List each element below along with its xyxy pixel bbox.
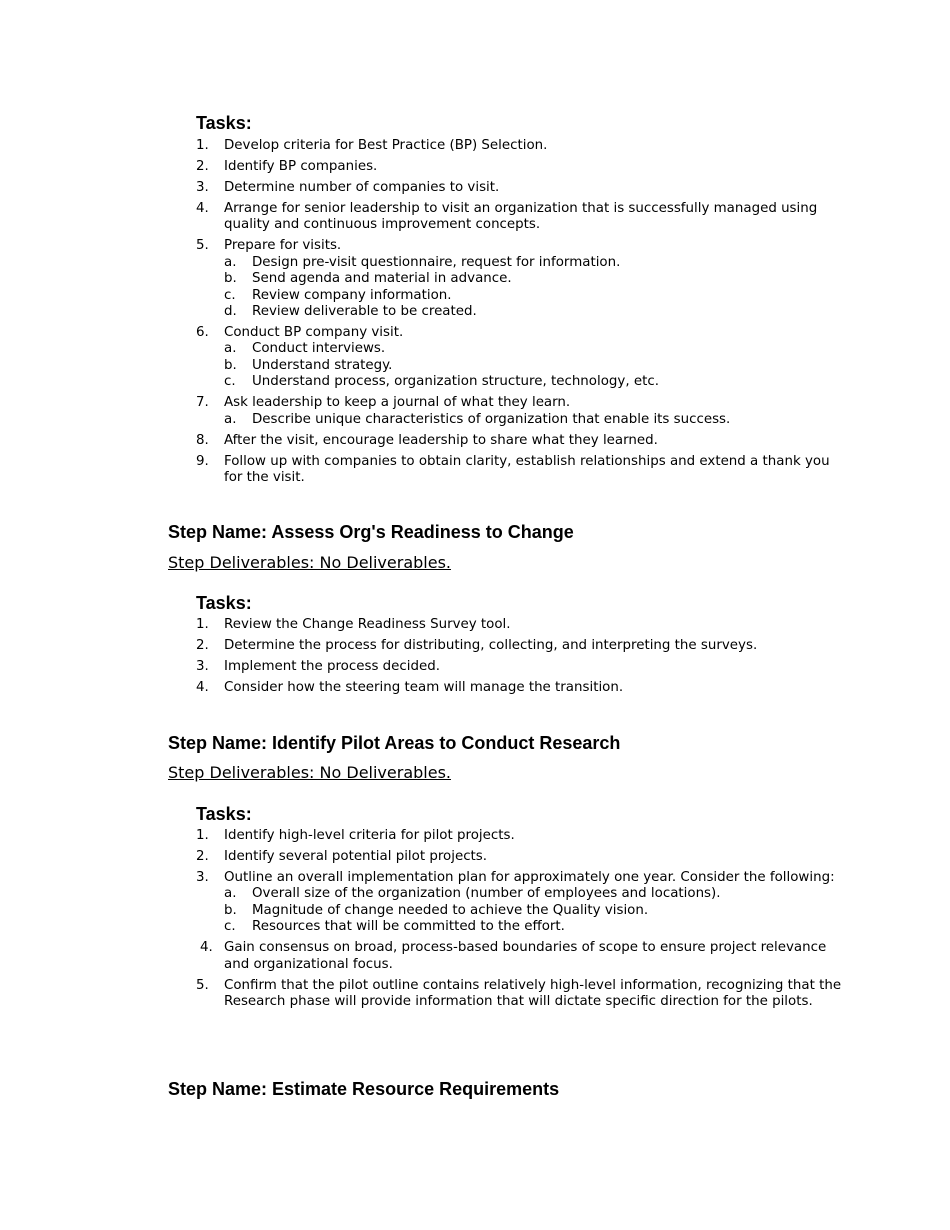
sub-item-letter: a. — [224, 886, 237, 902]
list-item — [196, 201, 846, 234]
list-item — [196, 978, 846, 1011]
item-number: 4. — [196, 201, 209, 216]
item-number: 3. — [196, 659, 209, 674]
list-item — [196, 659, 846, 675]
step-deliverables: Step Deliverables: No Deliverables. — [168, 763, 451, 782]
list-item — [196, 159, 846, 175]
sub-list-item — [224, 288, 846, 304]
item-number: 2. — [196, 159, 209, 174]
task-list — [196, 617, 846, 701]
sub-list — [224, 341, 846, 390]
list-item — [196, 138, 846, 154]
item-number: 7. — [196, 395, 209, 411]
item-text: Confirm that the pilot outline contains relatively high-level information, recognizing that the Research phase will provide information that will dictate specific direction for the pilots. — [224, 977, 842, 1010]
sub-item-letter: b. — [224, 271, 237, 287]
sub-list-item — [224, 919, 846, 935]
list-item — [196, 180, 846, 196]
item-number: 4. — [196, 680, 209, 695]
item-text: Ask leadership to keep a journal of what they learn. — [224, 395, 571, 411]
sub-item-letter: d. — [224, 304, 237, 320]
item-text: Develop criteria for Best Practice (BP) Selection. — [224, 138, 548, 153]
list-item — [196, 849, 846, 865]
item-text: Outline an overall implementation plan for approximately one year. Consider the following: — [224, 870, 835, 885]
tasks-heading: Tasks: — [196, 113, 252, 133]
item-number: 4. — [200, 940, 213, 956]
sub-list-item — [224, 903, 846, 919]
sub-list-item — [224, 271, 846, 287]
item-number: 1. — [196, 617, 209, 632]
sub-list — [224, 255, 846, 321]
task-list — [196, 828, 846, 1015]
item-text: Determine the process for distributing, collecting, and interpreting the surveys. — [224, 638, 758, 653]
item-number: 6. — [196, 325, 209, 341]
sub-item-letter: c. — [224, 287, 236, 303]
step-deliverables: Step Deliverables: No Deliverables. — [168, 553, 451, 572]
sub-list-item — [224, 412, 846, 428]
sub-item-text: Review deliverable to be created. — [252, 304, 477, 320]
item-text: Arrange for senior leadership to visit an organization that is successfully managed using quality and continuous improvement concepts. — [224, 201, 818, 233]
sub-item-letter: c. — [224, 374, 236, 390]
item-text: Implement the process decided. — [224, 659, 440, 674]
item-text: Prepare for visits. — [224, 238, 342, 254]
item-number: 5. — [196, 977, 209, 993]
sub-item-text: Resources that will be committed to the effort. — [252, 919, 565, 935]
step-name-heading: Step Name: Assess Org's Readiness to Change — [168, 522, 574, 542]
sub-list-item — [224, 341, 846, 357]
sub-list — [224, 412, 846, 428]
list-item — [196, 638, 846, 654]
sub-item-letter: a. — [224, 411, 237, 427]
item-text: Review the Change Readiness Survey tool. — [224, 617, 511, 632]
list-item — [196, 238, 846, 320]
sub-list — [224, 886, 846, 935]
sub-item-letter: b. — [224, 902, 237, 918]
sub-list-item — [224, 304, 846, 320]
sub-item-text: Understand process, organization structure, technology, etc. — [252, 374, 659, 390]
sub-item-text: Magnitude of change needed to achieve the Quality vision. — [252, 902, 649, 918]
sub-list-item — [224, 255, 846, 271]
item-number: 3. — [196, 870, 209, 885]
item-number: 3. — [196, 180, 209, 195]
sub-item-text: Conduct interviews. — [252, 341, 386, 357]
list-item — [196, 433, 846, 449]
sub-item-text: Describe unique characteristics of organization that enable its success. — [252, 411, 731, 427]
sub-item-letter: a. — [224, 341, 237, 357]
item-number: 5. — [196, 238, 209, 254]
item-number: 2. — [196, 638, 209, 653]
sub-item-letter: a. — [224, 254, 237, 270]
sub-item-text: Review company information. — [252, 287, 452, 303]
sub-list-item — [224, 358, 846, 374]
item-text: Consider how the steering team will manage the transition. — [224, 680, 624, 695]
sub-item-text: Send agenda and material in advance. — [252, 271, 512, 287]
item-number: 1. — [196, 828, 209, 843]
sub-item-text: Overall size of the organization (number of employees and locations). — [252, 886, 721, 902]
list-item — [196, 325, 846, 391]
task-list — [196, 138, 846, 491]
list-item — [196, 395, 846, 428]
item-text: Identify BP companies. — [224, 159, 378, 174]
item-text: Identify several potential pilot projects. — [224, 849, 488, 864]
item-text: After the visit, encourage leadership to share what they learned. — [224, 432, 658, 448]
tasks-heading: Tasks: — [196, 804, 252, 824]
item-number: 8. — [196, 432, 209, 448]
item-text: Determine number of companies to visit. — [224, 180, 500, 195]
sub-item-letter: b. — [224, 357, 237, 373]
list-item — [196, 454, 846, 487]
item-number: 9. — [196, 453, 209, 469]
item-text: Conduct BP company visit. — [224, 325, 404, 341]
list-item — [196, 680, 846, 696]
list-item — [196, 828, 846, 844]
item-text: Gain consensus on broad, process-based boundaries of scope to ensure project relevance and organizational focus. — [224, 940, 827, 972]
item-text: Identify high-level criteria for pilot projects. — [224, 828, 515, 843]
sub-item-text: Understand strategy. — [252, 357, 393, 373]
item-number: 1. — [196, 138, 209, 153]
step-name-heading: Step Name: Identify Pilot Areas to Conduct Research — [168, 733, 621, 753]
sub-list-item — [224, 374, 846, 390]
item-text: Follow up with companies to obtain clarity, establish relationships and extend a thank you for the visit. — [224, 453, 830, 486]
sub-item-letter: c. — [224, 919, 236, 935]
list-item — [196, 870, 846, 936]
sub-item-text: Design pre-visit questionnaire, request for information. — [252, 254, 621, 270]
list-item — [196, 617, 846, 633]
tasks-heading: Tasks: — [196, 593, 252, 613]
step-name-heading: Step Name: Estimate Resource Requirements — [168, 1079, 560, 1099]
sub-list-item — [224, 886, 846, 902]
list-item — [196, 940, 846, 973]
item-number: 2. — [196, 849, 209, 864]
